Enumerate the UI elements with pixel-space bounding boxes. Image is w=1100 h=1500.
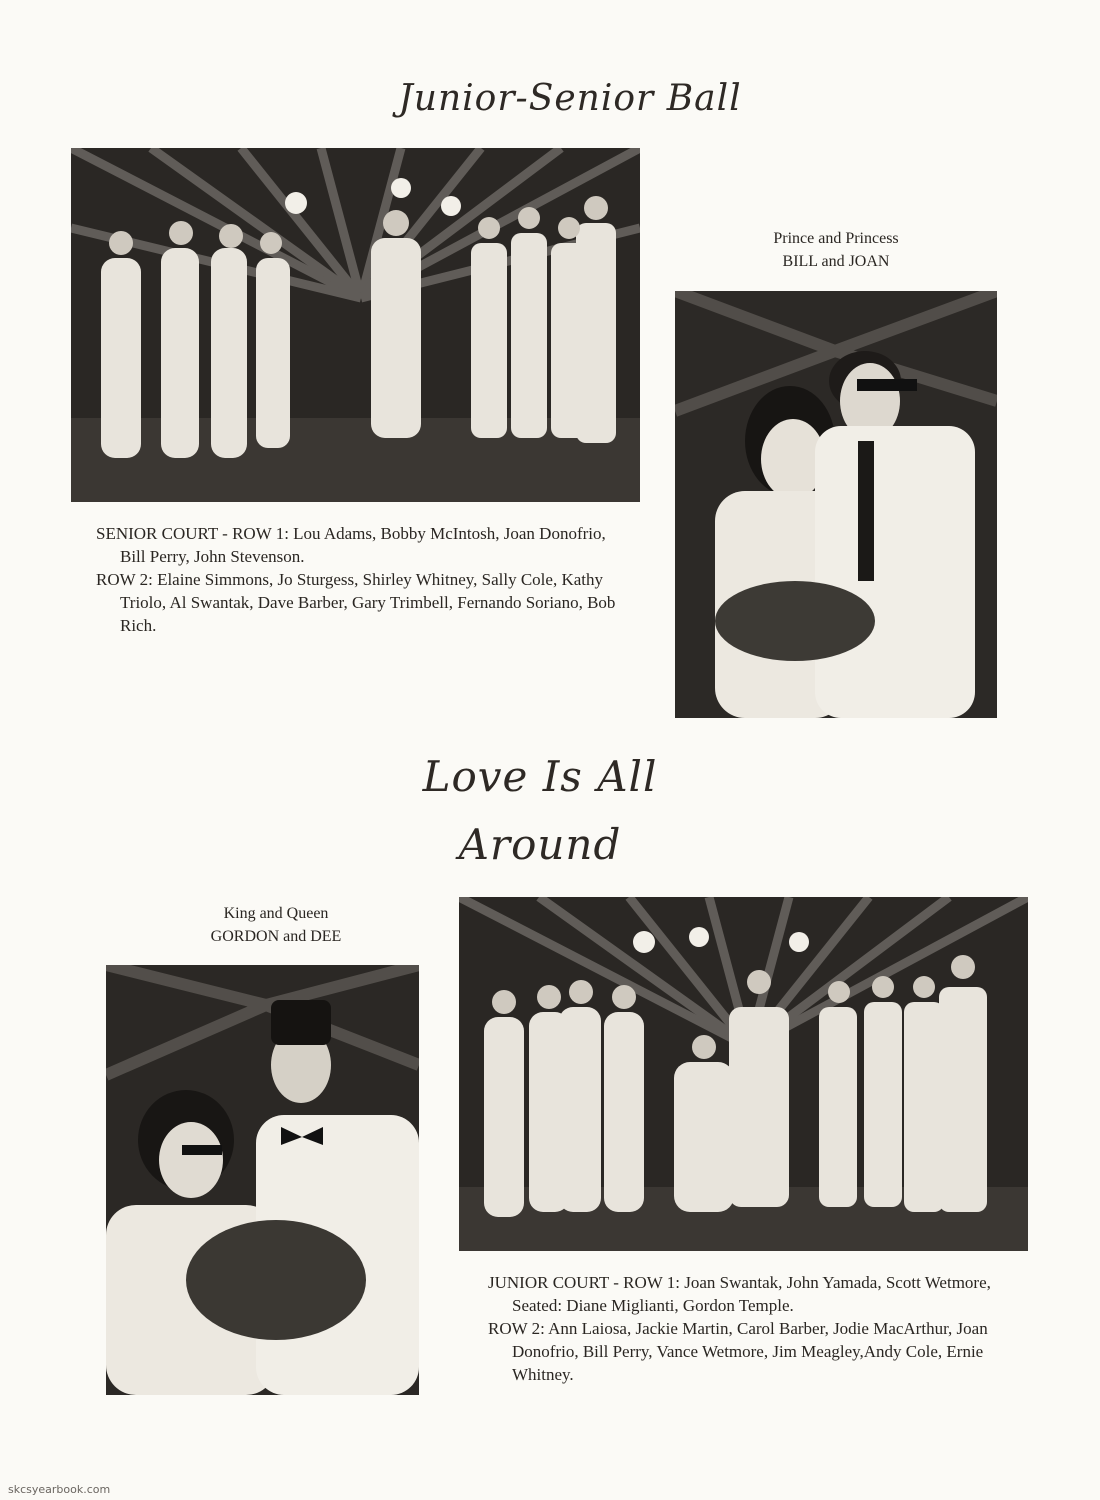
prince-princess-photo bbox=[675, 291, 997, 718]
senior-court-photo bbox=[71, 148, 640, 502]
king-queen-caption bbox=[140, 902, 412, 948]
king-queen-photo bbox=[106, 965, 419, 1395]
junior-court-photo bbox=[459, 897, 1028, 1251]
page-title-love-is-all: Love Is All bbox=[422, 752, 658, 801]
prince-princess-names: BILL and JOAN bbox=[782, 253, 890, 270]
junior-court-row1: JUNIOR COURT - ROW 1: Joan Swantak, John Yamada, Scott Wetmore, Seated: Diane Miglianti, Gordon Temple. bbox=[488, 1273, 991, 1315]
prince-princess-caption bbox=[700, 227, 972, 273]
senior-court-row1: SENIOR COURT - ROW 1: Lou Adams, Bobby McIntosh, Joan Donofrio, Bill Perry, John Stevenson. bbox=[96, 524, 606, 566]
king-queen-title: King and Queen bbox=[223, 905, 329, 922]
king-queen-names: GORDON and DEE bbox=[210, 928, 342, 945]
junior-court-caption bbox=[488, 1271, 1003, 1386]
page-title-junior-senior-ball: Junior-Senior Ball bbox=[398, 78, 742, 119]
junior-court-row2: ROW 2: Ann Laiosa, Jackie Martin, Carol Barber, Jodie MacArthur, Joan Donofrio, Bill Perry, Vance Wetmore, Jim Meagley,Andy Cole, Ernie Whitney. bbox=[488, 1319, 988, 1384]
watermark-text: skcsyearbook.com bbox=[8, 1483, 111, 1496]
prince-princess-title: Prince and Princess bbox=[773, 230, 899, 247]
senior-court-row2: ROW 2: Elaine Simmons, Jo Sturgess, Shirley Whitney, Sally Cole, Kathy Triolo, Al Swantak, Dave Barber, Gary Trimbell, Fernando Soriano, Bob Rich. bbox=[96, 570, 616, 635]
senior-court-caption bbox=[96, 522, 616, 637]
page-title-around: Around bbox=[458, 820, 622, 869]
